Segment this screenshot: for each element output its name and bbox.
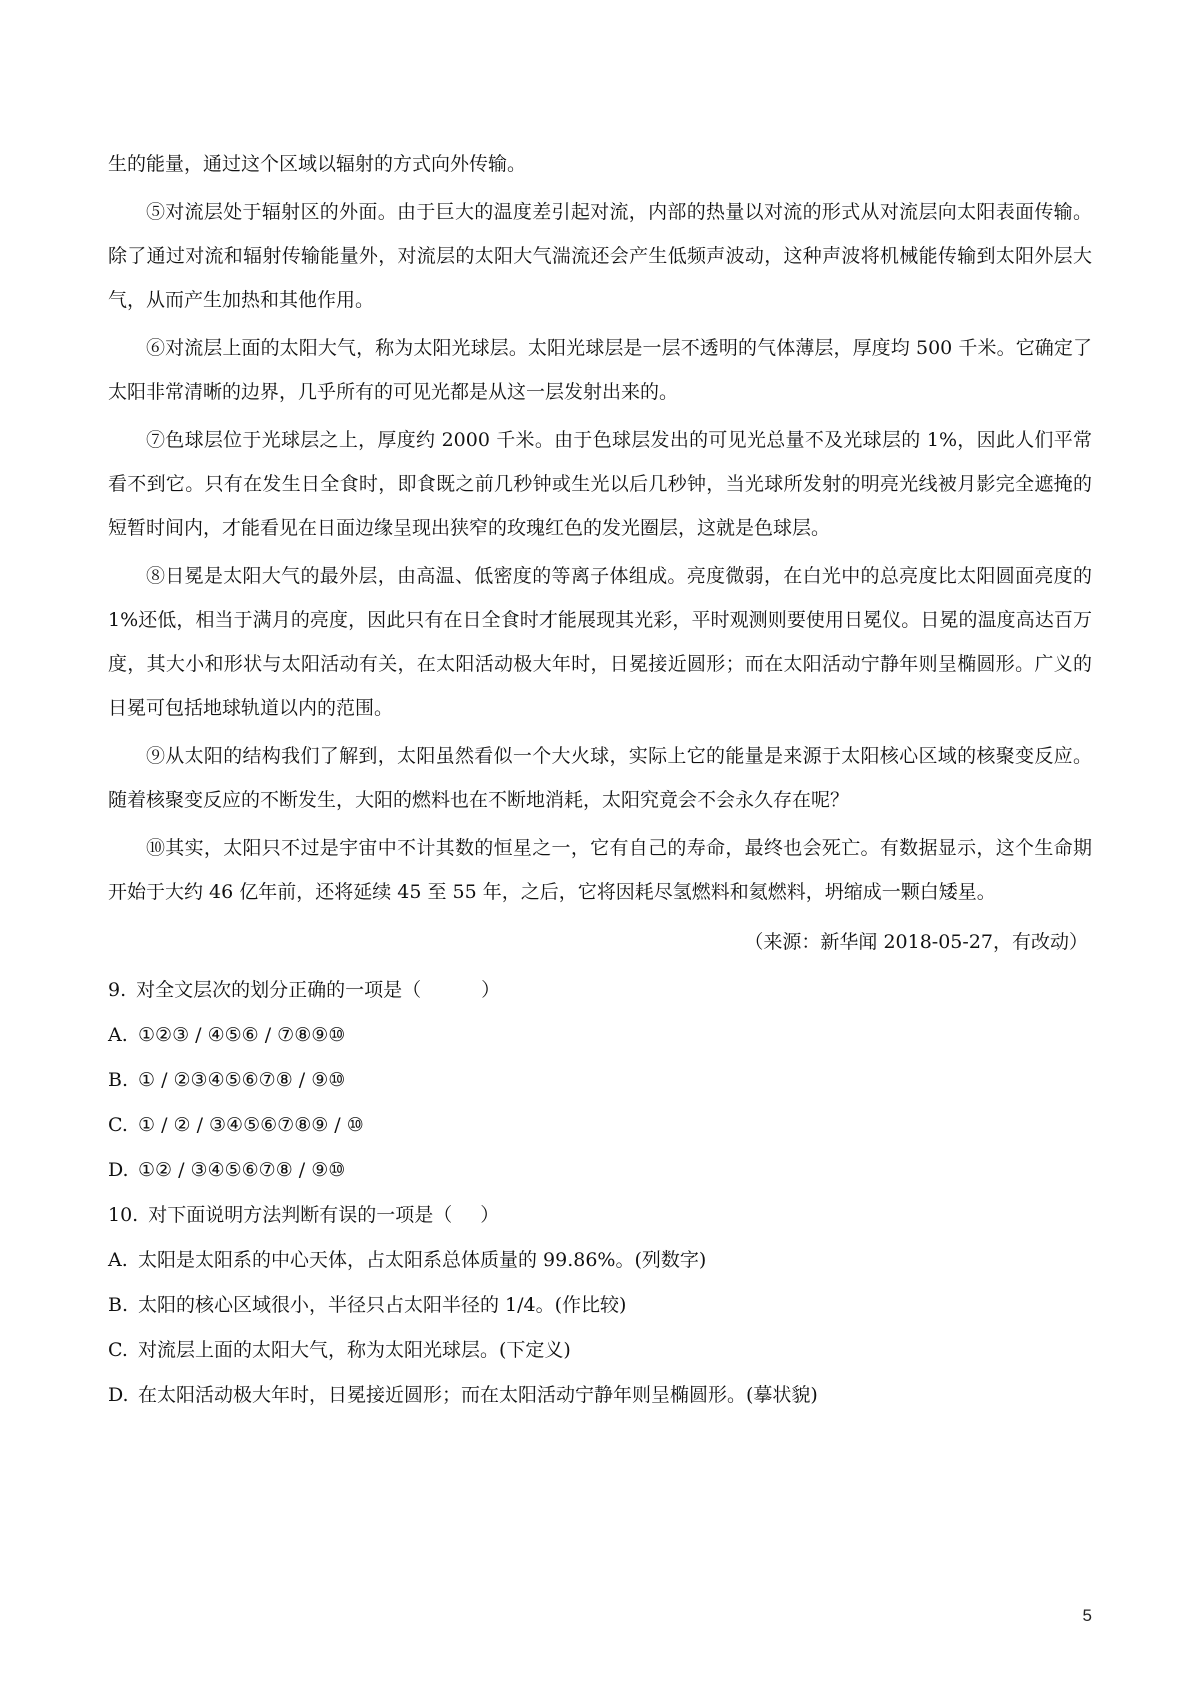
option-letter: D. — [108, 1384, 129, 1406]
page-number: 5 — [1082, 1606, 1092, 1625]
option-letter: C. — [108, 1114, 128, 1136]
paragraph-continuation: 生的能量，通过这个区域以辐射的方式向外传输。 — [108, 153, 527, 175]
page-content — [108, 142, 1092, 1418]
option-text: ①②③ / ④⑤⑥ / ⑦⑧⑨⑩ — [138, 1024, 346, 1046]
question-10 — [108, 1193, 1092, 1418]
paragraph-6: ⑥对流层上面的太阳大气，称为太阳光球层。太阳光球层是一层不透明的气体薄层，厚度均 500 千米。它确定了太阳非常清晰的边界，几乎所有的可见光都是从这一层发射出来的。 — [108, 337, 1092, 403]
option-letter: A. — [108, 1249, 128, 1271]
option-a — [108, 1238, 1092, 1283]
question-number: 10. — [108, 1204, 139, 1226]
question-text: 对全文层次的划分正确的一项是（ — [136, 979, 422, 1001]
paragraph-8: ⑧日冕是太阳大气的最外层，由高温、低密度的等离子体组成。亮度微弱，在白光中的总亮度比太阳圆面亮度的 1%还低，相当于满月的亮度，因此只有在日全食时才能展现其光彩，平时观测则要使用日冕仪。日冕的温度高达百万度，其大小和形状与太阳活动有关，在太阳活动极大年时，日冕接近圆形；而在太阳活动宁静年则呈椭圆形。广义的日冕可包括地球轨道以内的范围。 — [108, 565, 1092, 719]
option-letter: B. — [108, 1069, 129, 1091]
option-letter: C. — [108, 1339, 128, 1361]
option-b — [108, 1058, 1092, 1103]
option-letter: A. — [108, 1024, 128, 1046]
option-text: 太阳的核心区域很小，半径只占太阳半径的 1/4。(作比较) — [138, 1294, 627, 1316]
paragraph-10: ⑩其实，太阳只不过是宇宙中不计其数的恒星之一，它有自己的寿命，最终也会死亡。有数据显示，这个生命期开始于大约 46 亿年前，还将延续 45 至 55 年，之后，它将因耗尽氢燃料和氦燃料，坍缩成一颗白矮星。 — [108, 837, 1092, 903]
paragraph-9: ⑨从太阳的结构我们了解到，太阳虽然看似一个大火球，实际上它的能量是来源于太阳核心区域的核聚变反应。随着核聚变反应的不断发生，大阳的燃料也在不断地消耗，太阳究竟会不会永久存在呢？ — [108, 745, 1092, 811]
option-text: ①② / ③④⑤⑥⑦⑧ / ⑨⑩ — [138, 1159, 346, 1181]
option-letter: D. — [108, 1159, 129, 1181]
paragraph-7: ⑦色球层位于光球层之上，厚度约 2000 千米。由于色球层发出的可见光总量不及光球层的 1%，因此人们平常看不到它。只有在发生日全食时，即食既之前几秒钟或生光以后几秒钟，当光球所发射的明亮光线被月影完全遮掩的短暂时间内，才能看见在日面边缘呈现出狭窄的玫瑰红色的发光圈层，这就是色球层。 — [108, 429, 1092, 539]
option-d — [108, 1148, 1092, 1193]
question-stem — [108, 968, 1092, 1013]
option-c — [108, 1103, 1092, 1148]
paragraph-5: ⑤对流层处于辐射区的外面。由于巨大的温度差引起对流，内部的热量以对流的形式从对流层向太阳表面传输。除了通过对流和辐射传输能量外，对流层的太阳大气湍流还会产生低频声波动，这种声波将机械能传输到太阳外层大气，从而产生加热和其他作用。 — [108, 201, 1092, 311]
questions-section — [108, 968, 1092, 1418]
option-text: 在太阳活动极大年时，日冕接近圆形；而在太阳活动宁静年则呈椭圆形。(摹状貌) — [138, 1384, 818, 1406]
question-close-paren: ） — [480, 1204, 500, 1226]
option-c — [108, 1328, 1092, 1373]
option-a — [108, 1013, 1092, 1058]
option-letter: B. — [108, 1294, 129, 1316]
option-b — [108, 1283, 1092, 1328]
option-text: ① / ② / ③④⑤⑥⑦⑧⑨ / ⑩ — [138, 1114, 364, 1136]
question-stem — [108, 1193, 1092, 1238]
question-text: 对下面说明方法判断有误的一项是（ — [148, 1204, 453, 1226]
question-close-paren: ） — [481, 979, 501, 1001]
option-d — [108, 1373, 1092, 1418]
option-text: 对流层上面的太阳大气，称为太阳光球层。(下定义) — [138, 1339, 571, 1361]
source-citation: （来源：新华闻 2018-05-27，有改动） — [744, 931, 1088, 953]
option-text: 太阳是太阳系的中心天体，占太阳系总体质量的 99.86%。(列数字) — [138, 1249, 707, 1271]
question-number: 9. — [108, 979, 127, 1001]
question-9 — [108, 968, 1092, 1193]
option-text: ① / ②③④⑤⑥⑦⑧ / ⑨⑩ — [138, 1069, 346, 1091]
